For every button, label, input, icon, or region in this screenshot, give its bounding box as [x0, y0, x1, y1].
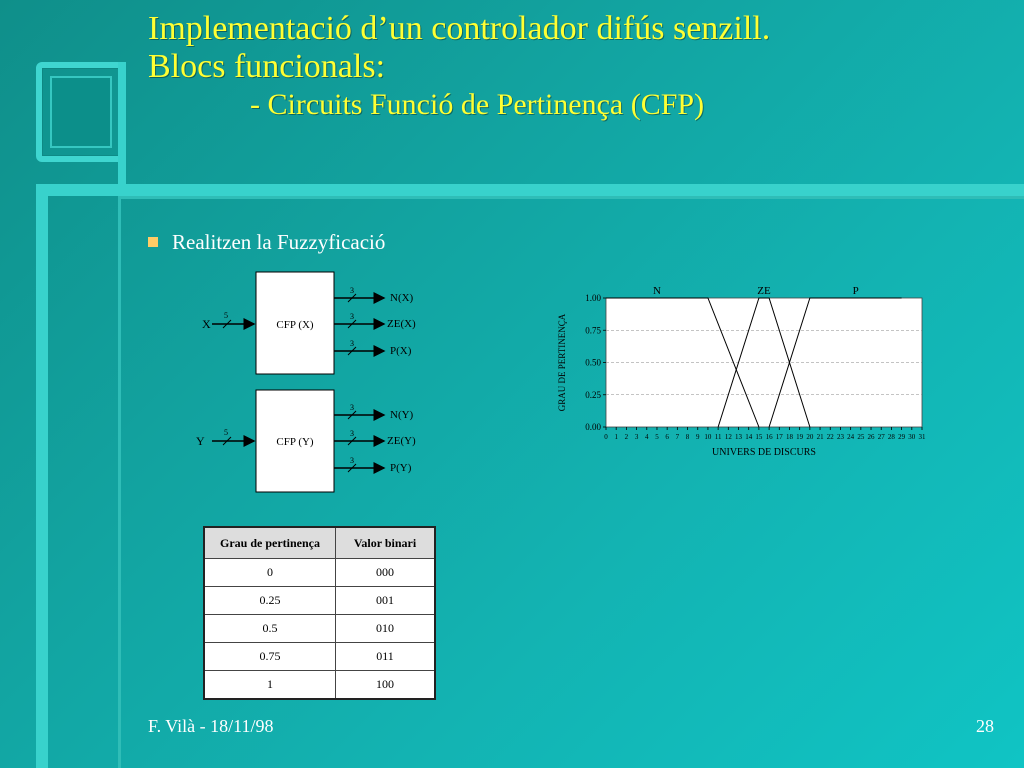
chart-x-tick-label: 30: [908, 433, 916, 441]
table-cell: 000: [336, 559, 436, 587]
page-number: 28: [976, 716, 994, 736]
table-cell: 010: [336, 615, 436, 643]
table-row: [204, 559, 435, 587]
decor-frame-vertical-top: [118, 62, 126, 196]
decor-frame-vertical: [36, 184, 48, 768]
chart-x-tick-label: 19: [796, 433, 804, 441]
cfp-y-input: Y: [196, 434, 205, 448]
table-row: [204, 643, 435, 671]
bullet-item: [148, 230, 385, 255]
membership-encoding-table: [203, 526, 436, 700]
chart-series-label: N: [652, 285, 661, 297]
table-header-row: [204, 527, 435, 559]
chart-x-tick-label: 31: [918, 433, 926, 441]
table-cell: 001: [336, 587, 436, 615]
cfp-x-out1-bits: 3: [350, 312, 354, 321]
chart-x-tick-label: 22: [826, 433, 834, 441]
cfp-x-out0-label: N(X): [390, 292, 414, 304]
chart-series-label: ZE: [757, 285, 771, 297]
table-cell: 0: [204, 559, 336, 587]
table-header-grau: Grau de pertinença: [204, 527, 336, 559]
cfp-x-input-bits: 5: [224, 311, 228, 320]
cfp-x-label: CFP (X): [276, 319, 314, 331]
cfp-y-out1-label: ZE(Y): [387, 435, 416, 447]
chart-x-tick-label: 25: [857, 433, 865, 441]
table-cell: 011: [336, 643, 436, 671]
cfp-x-out2-bits: 3: [350, 339, 354, 348]
chart-x-tick-label: 16: [765, 433, 773, 441]
cfp-x-input: X: [202, 317, 211, 331]
decor-frame-inner-vertical: [118, 196, 121, 768]
bullet-text: Realitzen la Fuzzyficació: [172, 230, 386, 254]
title-line-3: - Circuits Funció de Pertinença (CFP): [250, 88, 705, 121]
table-cell: 0.75: [204, 643, 336, 671]
chart-x-tick-label: 24: [847, 433, 855, 441]
cfp-x-out0-bits: 3: [350, 286, 354, 295]
table-cell: 1: [204, 671, 336, 700]
chart-x-tick-label: 17: [775, 433, 783, 441]
chart-x-axis-label: UNIVERS DE DISCURS: [712, 447, 816, 458]
chart-x-tick-label: 15: [755, 433, 763, 441]
table-row: [204, 671, 435, 700]
chart-x-tick-label: 6: [665, 433, 669, 441]
cfp-block-diagram: [190, 268, 440, 498]
cfp-y-out2-label: P(Y): [390, 462, 412, 474]
chart-x-tick-label: 21: [816, 433, 824, 441]
chart-x-tick-label: 11: [714, 433, 722, 441]
table-row: [204, 615, 435, 643]
table-cell: 100: [336, 671, 436, 700]
table-row: [204, 587, 435, 615]
chart-x-tick-label: 3: [634, 433, 639, 441]
chart-y-tick-label: 1.00: [585, 293, 601, 303]
chart-x-tick-label: 28: [887, 433, 895, 441]
chart-x-tick-label: 12: [724, 433, 732, 441]
table-cell: 0.5: [204, 615, 336, 643]
chart-x-tick-label: 7: [675, 433, 680, 441]
cfp-y-out0-label: N(Y): [390, 409, 414, 421]
chart-series-label: P: [852, 285, 859, 297]
cfp-y-out2-bits: 3: [350, 456, 354, 465]
cfp-block-y: [196, 390, 416, 492]
footer-author: F. Vilà - 18/11/98: [148, 716, 274, 736]
cfp-y-label: CFP (Y): [276, 436, 314, 448]
chart-x-tick-label: 8: [685, 433, 690, 441]
title-line-1: Implementació d’un controlador difús senzill.: [148, 10, 771, 47]
chart-x-tick-label: 13: [735, 433, 743, 441]
chart-y-tick-label: 0.25: [585, 389, 601, 400]
title-line-2: Blocs funcionals:: [148, 48, 386, 85]
cfp-block-x: [202, 272, 416, 374]
chart-x-tick-label: 9: [695, 433, 700, 441]
chart-x-tick-label: 0: [604, 433, 608, 441]
slide-title: [148, 10, 770, 124]
chart-x-tick-label: 27: [877, 433, 885, 441]
chart-x-tick-label: 26: [867, 433, 875, 441]
cfp-x-out1-label: ZE(X): [387, 318, 416, 330]
cfp-y-input-bits: 5: [224, 428, 228, 437]
chart-x-tick-label: 29: [898, 433, 906, 441]
chart-x-tick-label: 10: [704, 433, 712, 441]
chart-x-tick-label: 5: [655, 433, 659, 441]
bullet-marker-icon: [148, 237, 158, 247]
table-cell: 0.25: [204, 587, 336, 615]
table-header-valor: Valor binari: [336, 527, 436, 559]
chart-x-tick-label: 1: [614, 433, 618, 441]
chart-x-tick-label: 4: [645, 433, 649, 441]
cfp-y-out0-bits: 3: [350, 403, 354, 412]
cfp-y-out1-bits: 3: [350, 429, 354, 438]
chart-y-axis-label: GRAU DE PERTINENÇA: [557, 313, 567, 412]
decor-frame-inner-square: [50, 76, 112, 148]
chart-y-tick-label: 0.75: [585, 325, 601, 336]
membership-function-chart: [548, 278, 938, 468]
decor-frame-horizontal: [36, 184, 1024, 196]
decor-frame-inner-horizontal: [118, 196, 1024, 199]
chart-x-tick-label: 2: [624, 433, 629, 441]
chart-y-tick-label: 0.50: [585, 357, 601, 368]
chart-x-tick-label: 20: [806, 433, 814, 441]
chart-x-tick-label: 23: [836, 433, 844, 441]
chart-y-tick-label: 0.00: [585, 422, 601, 432]
cfp-x-out2-label: P(X): [390, 345, 412, 357]
chart-x-tick-label: 14: [745, 433, 753, 441]
chart-x-tick-label: 18: [785, 433, 793, 441]
